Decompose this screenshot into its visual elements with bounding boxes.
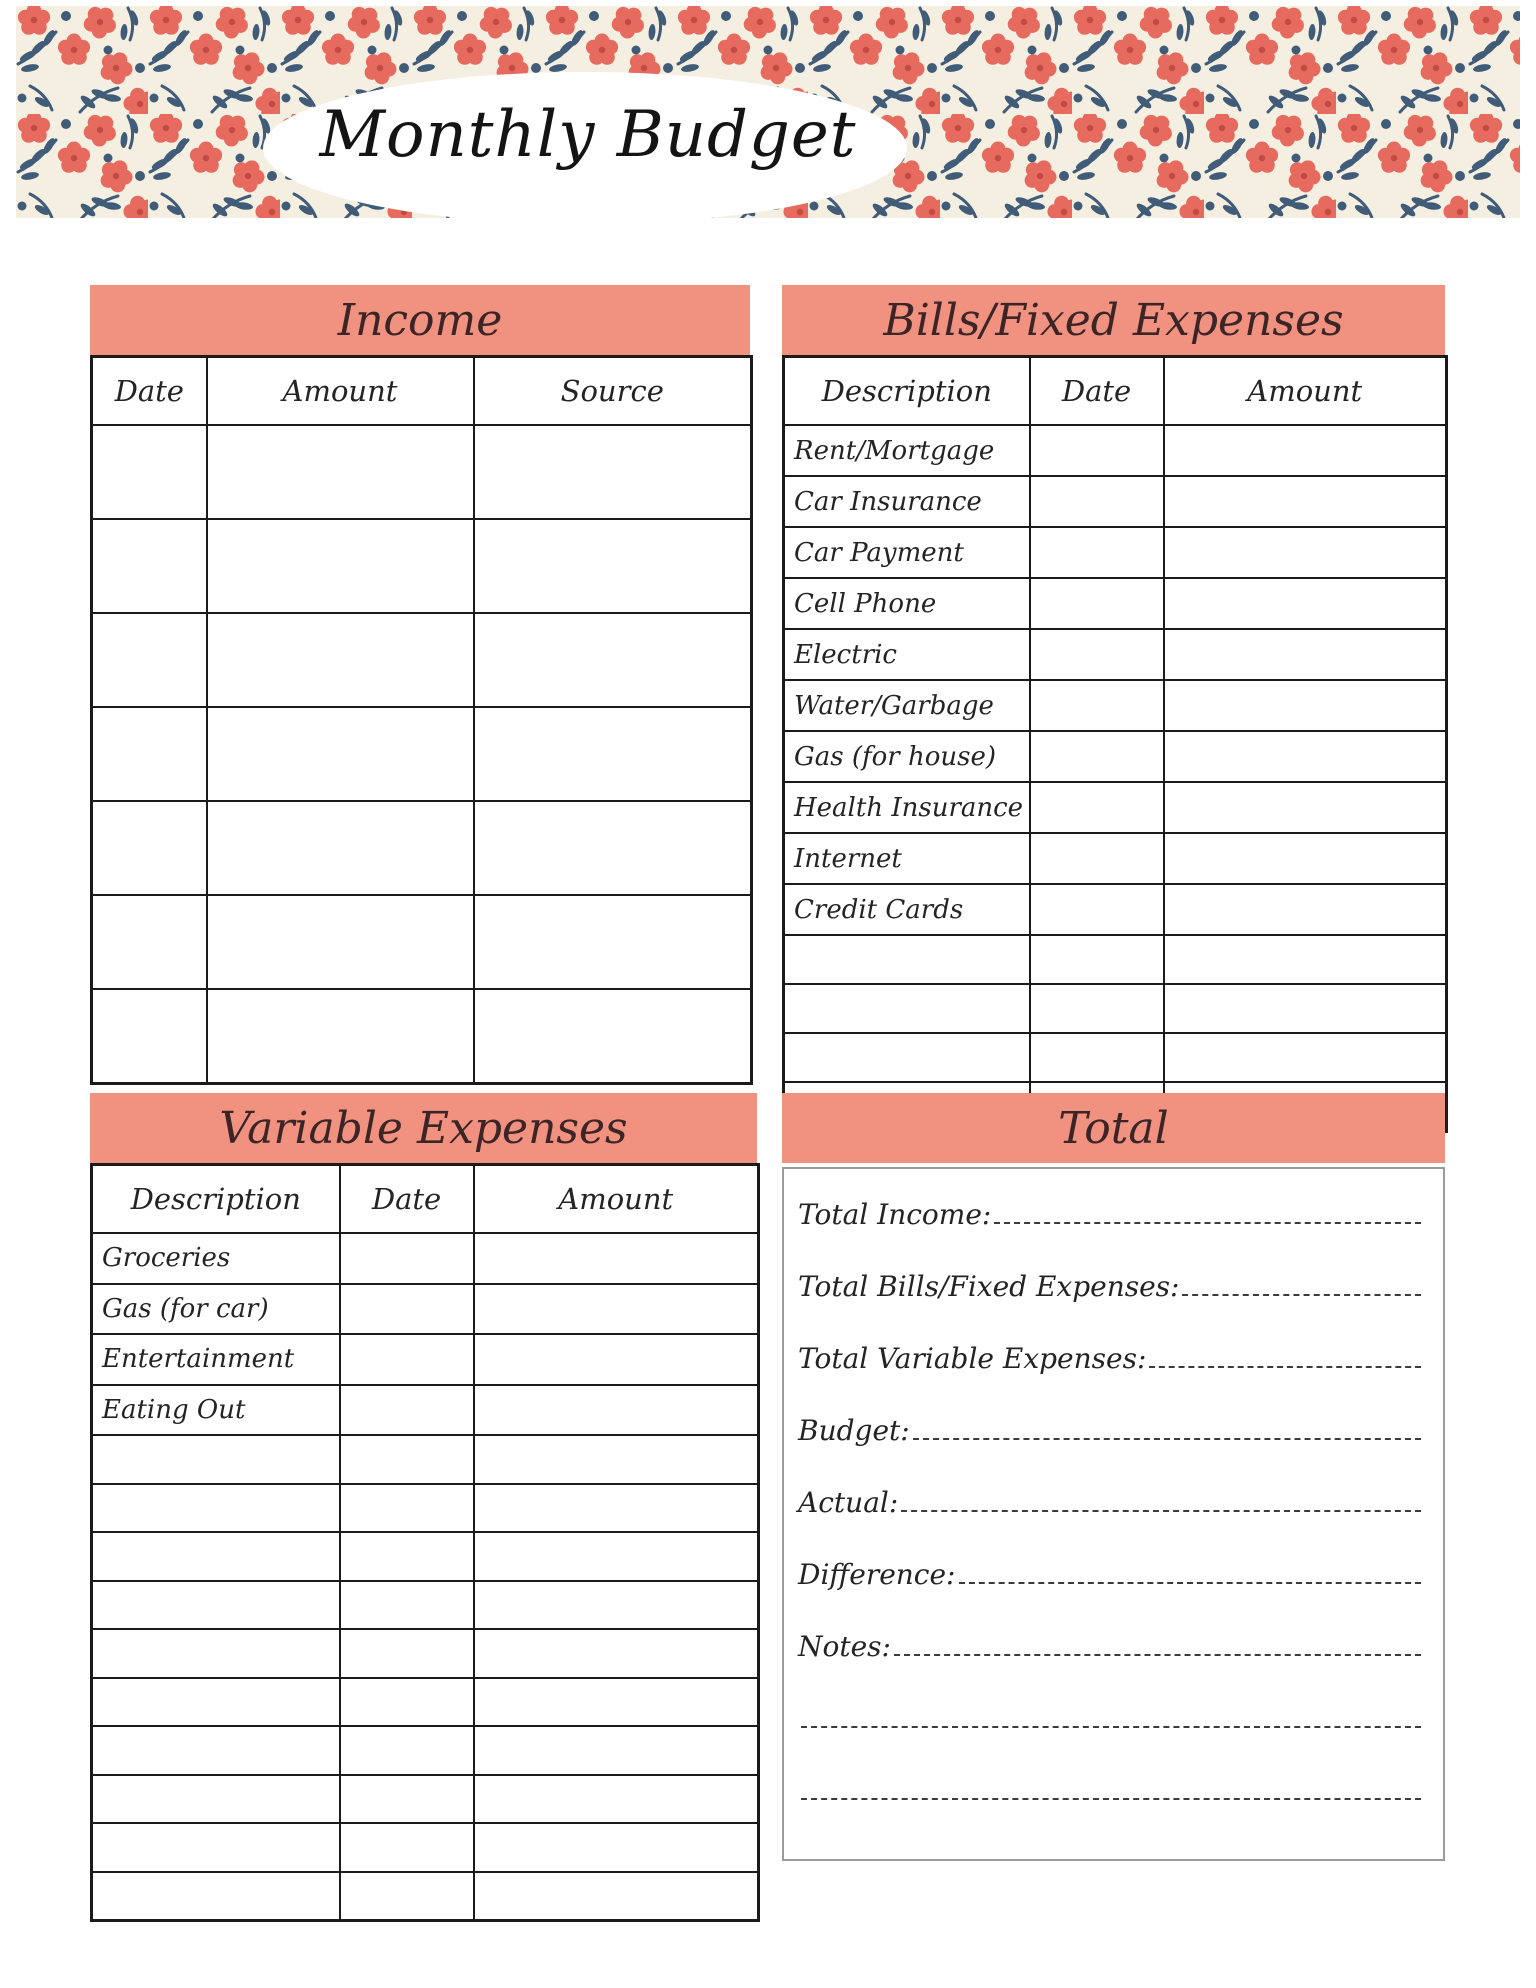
variable-section-title: Variable Expenses [90, 1093, 757, 1163]
total-blank-row [798, 1663, 1421, 1735]
bills-row [784, 833, 1447, 884]
income-col-amount: Amount [207, 357, 474, 426]
bills-table [782, 355, 1448, 1133]
total-field-row [798, 1591, 1421, 1663]
empty-cell [1164, 1033, 1447, 1082]
total-field-label: Budget: [798, 1414, 910, 1447]
bills-row [784, 884, 1447, 935]
income-empty-row [92, 519, 752, 613]
variable-row [92, 1284, 759, 1335]
empty-cell [1164, 527, 1447, 578]
bills-item-label: Water/Garbage [784, 680, 1030, 731]
variable-empty-row [92, 1532, 759, 1581]
variable-col-description: Description [92, 1165, 340, 1234]
total-field-row [798, 1231, 1421, 1303]
income-empty-row [92, 801, 752, 895]
empty-cell [474, 1775, 759, 1824]
empty-cell [207, 425, 474, 519]
empty-cell [92, 895, 207, 989]
bills-item-label: Credit Cards [784, 884, 1030, 935]
empty-cell [92, 1726, 340, 1775]
empty-cell [1030, 782, 1164, 833]
bills-col-amount: Amount [1164, 357, 1447, 426]
empty-cell [340, 1484, 474, 1533]
empty-cell [92, 1581, 340, 1630]
empty-cell [474, 519, 752, 613]
empty-cell [340, 1678, 474, 1727]
empty-cell [1164, 833, 1447, 884]
empty-cell [340, 1385, 474, 1436]
fill-in-line [913, 1438, 1421, 1440]
bills-item-label: Cell Phone [784, 578, 1030, 629]
empty-cell [1030, 527, 1164, 578]
empty-cell [784, 1033, 1030, 1082]
bills-row [784, 425, 1447, 476]
empty-cell [1164, 578, 1447, 629]
empty-cell [474, 1581, 759, 1630]
bills-col-date: Date [1030, 357, 1164, 426]
empty-cell [474, 1823, 759, 1872]
variable-empty-row [92, 1775, 759, 1824]
variable-empty-row [92, 1678, 759, 1727]
empty-cell [784, 935, 1030, 984]
empty-cell [340, 1823, 474, 1872]
empty-cell [1164, 731, 1447, 782]
bills-row [784, 578, 1447, 629]
empty-cell [474, 707, 752, 801]
variable-expenses-table [90, 1163, 760, 1922]
income-col-source: Source [474, 357, 752, 426]
variable-empty-row [92, 1484, 759, 1533]
empty-cell [207, 613, 474, 707]
variable-empty-row [92, 1726, 759, 1775]
empty-cell [1164, 935, 1447, 984]
fill-in-line [894, 1654, 1421, 1656]
empty-cell [340, 1532, 474, 1581]
bills-item-label: Rent/Mortgage [784, 425, 1030, 476]
empty-cell [92, 519, 207, 613]
bills-row [784, 527, 1447, 578]
empty-cell [1164, 984, 1447, 1033]
empty-cell [1030, 629, 1164, 680]
income-header-row [92, 357, 752, 426]
page-title: Monthly Budget [319, 98, 857, 172]
variable-row [92, 1385, 759, 1436]
empty-cell [474, 1726, 759, 1775]
variable-empty-row [92, 1629, 759, 1678]
empty-cell [474, 1435, 759, 1484]
empty-cell [340, 1284, 474, 1335]
variable-empty-row [92, 1435, 759, 1484]
total-section-title: Total [782, 1093, 1445, 1163]
empty-cell [92, 1629, 340, 1678]
empty-cell [784, 984, 1030, 1033]
empty-cell [92, 801, 207, 895]
empty-cell [340, 1334, 474, 1385]
empty-cell [207, 519, 474, 613]
income-empty-row [92, 613, 752, 707]
bills-item-label: Electric [784, 629, 1030, 680]
empty-cell [207, 707, 474, 801]
bills-header-row [784, 357, 1447, 426]
variable-item-label: Groceries [92, 1233, 340, 1284]
variable-row [92, 1233, 759, 1284]
empty-cell [92, 1823, 340, 1872]
fill-in-line [994, 1222, 1421, 1224]
empty-cell [92, 1678, 340, 1727]
empty-cell [92, 1484, 340, 1533]
empty-cell [340, 1629, 474, 1678]
empty-cell [474, 613, 752, 707]
empty-cell [1164, 884, 1447, 935]
empty-cell [92, 1435, 340, 1484]
total-blank-row [798, 1735, 1421, 1807]
empty-cell [207, 989, 474, 1084]
variable-item-label: Entertainment [92, 1334, 340, 1385]
empty-cell [1030, 425, 1164, 476]
total-field-row [798, 1175, 1421, 1231]
fill-in-line [901, 1510, 1421, 1512]
empty-cell [1164, 782, 1447, 833]
empty-cell [207, 895, 474, 989]
floral-banner [16, 6, 1520, 218]
variable-col-amount: Amount [474, 1165, 759, 1234]
empty-cell [1030, 935, 1164, 984]
variable-expenses-section [90, 1093, 757, 1922]
total-field-label: Total Income: [798, 1198, 992, 1231]
bills-col-description: Description [784, 357, 1030, 426]
income-empty-row [92, 989, 752, 1084]
bills-item-label: Internet [784, 833, 1030, 884]
empty-cell [340, 1581, 474, 1630]
empty-cell [1030, 476, 1164, 527]
empty-cell [1164, 629, 1447, 680]
total-field-label: Total Bills/Fixed Expenses: [798, 1270, 1180, 1303]
empty-cell [1164, 680, 1447, 731]
empty-cell [92, 613, 207, 707]
bills-empty-row [784, 935, 1447, 984]
bills-empty-row [784, 1033, 1447, 1082]
variable-empty-row [92, 1823, 759, 1872]
variable-header-row [92, 1165, 759, 1234]
fill-in-line [1149, 1366, 1421, 1368]
empty-cell [92, 425, 207, 519]
empty-cell [474, 801, 752, 895]
income-empty-row [92, 707, 752, 801]
variable-empty-row [92, 1872, 759, 1921]
income-empty-row [92, 895, 752, 989]
income-section-title: Income [90, 285, 750, 355]
empty-cell [1030, 1033, 1164, 1082]
total-field-row [798, 1447, 1421, 1519]
fill-in-line [801, 1726, 1421, 1728]
bills-row [784, 476, 1447, 527]
empty-cell [92, 1872, 340, 1921]
empty-cell [474, 1233, 759, 1284]
empty-cell [474, 1532, 759, 1581]
empty-cell [340, 1435, 474, 1484]
income-col-date: Date [92, 357, 207, 426]
bills-item-label: Car Payment [784, 527, 1030, 578]
total-field-label: Notes: [798, 1630, 891, 1663]
bills-row [784, 629, 1447, 680]
empty-cell [474, 1629, 759, 1678]
bills-section-title: Bills/Fixed Expenses [782, 285, 1445, 355]
empty-cell [1030, 884, 1164, 935]
empty-cell [207, 801, 474, 895]
empty-cell [1030, 984, 1164, 1033]
fill-in-line [801, 1798, 1421, 1800]
bills-empty-row [784, 984, 1447, 1033]
bills-item-label: Gas (for house) [784, 731, 1030, 782]
income-table [90, 355, 753, 1085]
variable-row [92, 1334, 759, 1385]
empty-cell [474, 1484, 759, 1533]
bills-row [784, 680, 1447, 731]
fill-in-line [959, 1582, 1422, 1584]
variable-col-date: Date [340, 1165, 474, 1234]
empty-cell [92, 1532, 340, 1581]
empty-cell [340, 1233, 474, 1284]
empty-cell [474, 1678, 759, 1727]
total-field-label: Difference: [798, 1558, 956, 1591]
empty-cell [1164, 476, 1447, 527]
bills-item-label: Health Insurance [784, 782, 1030, 833]
empty-cell [474, 425, 752, 519]
empty-cell [474, 1284, 759, 1335]
empty-cell [1030, 680, 1164, 731]
income-section [90, 285, 750, 1085]
variable-item-label: Eating Out [92, 1385, 340, 1436]
bills-row [784, 782, 1447, 833]
bills-row [784, 731, 1447, 782]
empty-cell [474, 1872, 759, 1921]
empty-cell [92, 1775, 340, 1824]
empty-cell [92, 707, 207, 801]
bills-item-label: Car Insurance [784, 476, 1030, 527]
total-field-label: Actual: [798, 1486, 899, 1519]
total-box [782, 1167, 1445, 1861]
empty-cell [474, 1385, 759, 1436]
empty-cell [340, 1872, 474, 1921]
empty-cell [1030, 731, 1164, 782]
empty-cell [1164, 425, 1447, 476]
empty-cell [1030, 578, 1164, 629]
total-section [782, 1093, 1445, 1861]
fill-in-line [1182, 1294, 1421, 1296]
total-field-label: Total Variable Expenses: [798, 1342, 1147, 1375]
variable-item-label: Gas (for car) [92, 1284, 340, 1335]
bills-section [782, 285, 1445, 1133]
income-empty-row [92, 425, 752, 519]
variable-empty-row [92, 1581, 759, 1630]
empty-cell [1030, 833, 1164, 884]
total-field-row [798, 1375, 1421, 1447]
empty-cell [340, 1726, 474, 1775]
total-field-row [798, 1519, 1421, 1591]
empty-cell [474, 989, 752, 1084]
empty-cell [474, 1334, 759, 1385]
empty-cell [474, 895, 752, 989]
empty-cell [340, 1775, 474, 1824]
empty-cell [92, 989, 207, 1084]
total-field-row [798, 1303, 1421, 1375]
